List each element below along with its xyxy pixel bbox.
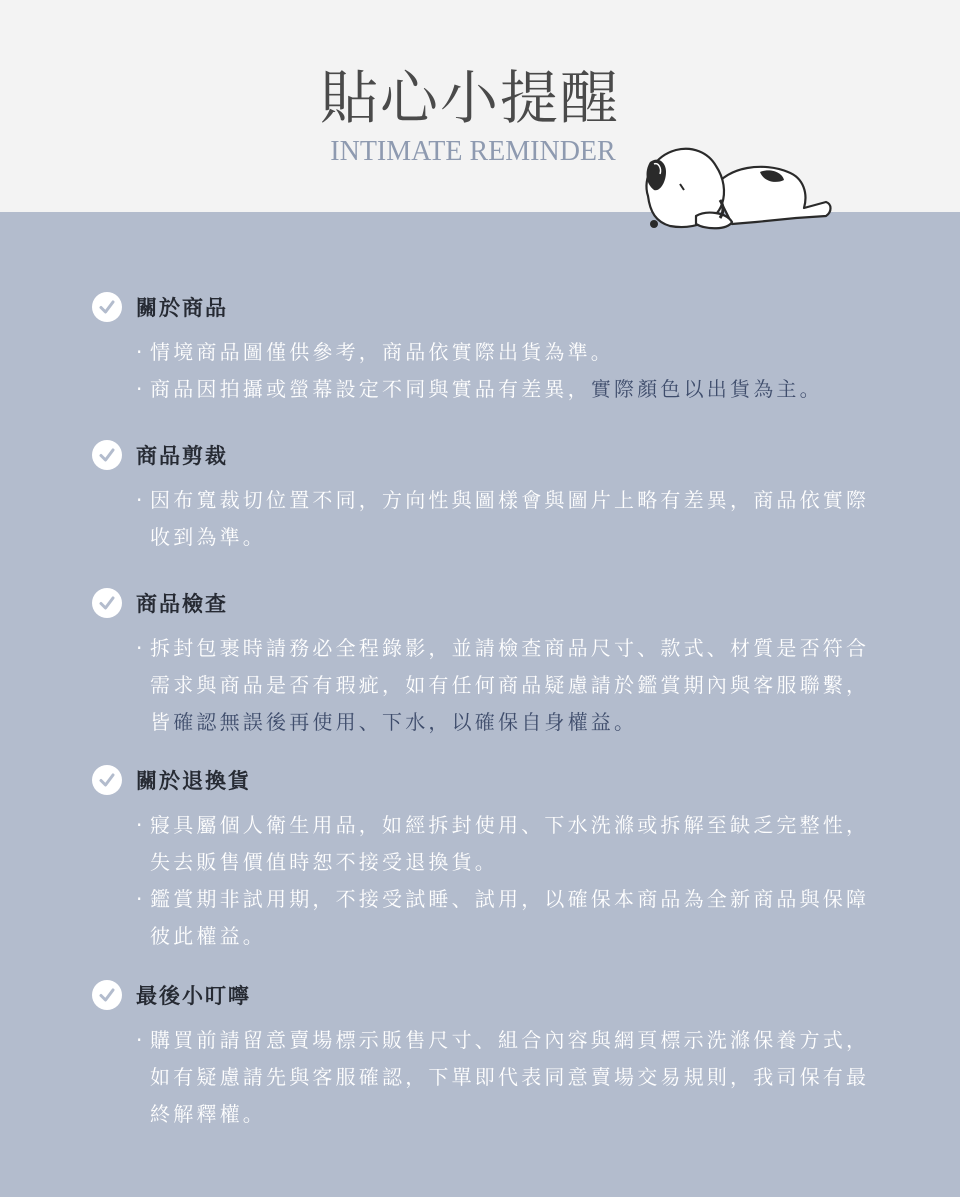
checkmark-icon [92,980,122,1010]
list-item: · 寢具屬個人衛生用品，如經拆封使用、下水洗滌或拆解至缺乏完整性，失去販售價值時恕不接受退換貨。 [136,813,870,874]
list-item: · 商品因拍攝或螢幕設定不同與實品有差異，實際顏色以出貨為主。 [136,377,823,401]
section-title: 關於退換貨 [136,769,251,793]
section-header [92,978,872,1012]
checkmark-icon [92,440,122,470]
list-item: · 購買前請留意賣場標示販售尺寸、組合內容與網頁標示洗滌保養方式，如有疑慮請先與客服確認，下單即代表同意賣場交易規則，我司保有最終解釋權。 [136,1028,870,1126]
page-title: 貼心小提醒 [319,64,620,132]
section-header [92,438,872,472]
section-title: 最後小叮嚀 [136,984,251,1008]
section-final-notes [92,978,872,1133]
section-about-product [92,290,872,408]
sleeping-dog-illustration [636,138,836,238]
section-title: 商品檢查 [136,592,228,616]
checkmark-icon [92,765,122,795]
section-product-inspection [92,586,872,741]
checkmark-icon [92,588,122,618]
page-subtitle: INTIMATE REMINDER [330,136,616,167]
section-header [92,763,872,797]
section-header [92,290,872,324]
highlight-text: 確認無誤後再使用、下水，以確保自身權益。 [173,710,638,734]
checkmark-icon [92,292,122,322]
list-item: · 情境商品圖僅供參考，商品依實際出貨為準。 [136,340,614,364]
list-item: · 拆封包裹時請務必全程錄影，並請檢查商品尺寸、款式、材質是否符合需求與商品是否有瑕疵，如有任何商品疑慮請於鑑賞期內與客服聯繫，皆確認無誤後再使用、下水，以確保自身權益。 [136,636,870,734]
list-item: · 因布寬裁切位置不同，方向性與圖樣會與圖片上略有差異，商品依實際收到為準。 [136,488,870,549]
section-title: 關於商品 [136,296,228,320]
highlight-text: 實際顏色以出貨為主。 [590,377,823,401]
section-header [92,586,872,620]
section-title: 商品剪裁 [136,444,228,468]
list-item: · 鑑賞期非試用期，不接受試睡、試用，以確保本商品為全新商品與保障彼此權益。 [136,887,870,948]
section-product-cutting [92,438,872,556]
section-returns [92,763,872,955]
